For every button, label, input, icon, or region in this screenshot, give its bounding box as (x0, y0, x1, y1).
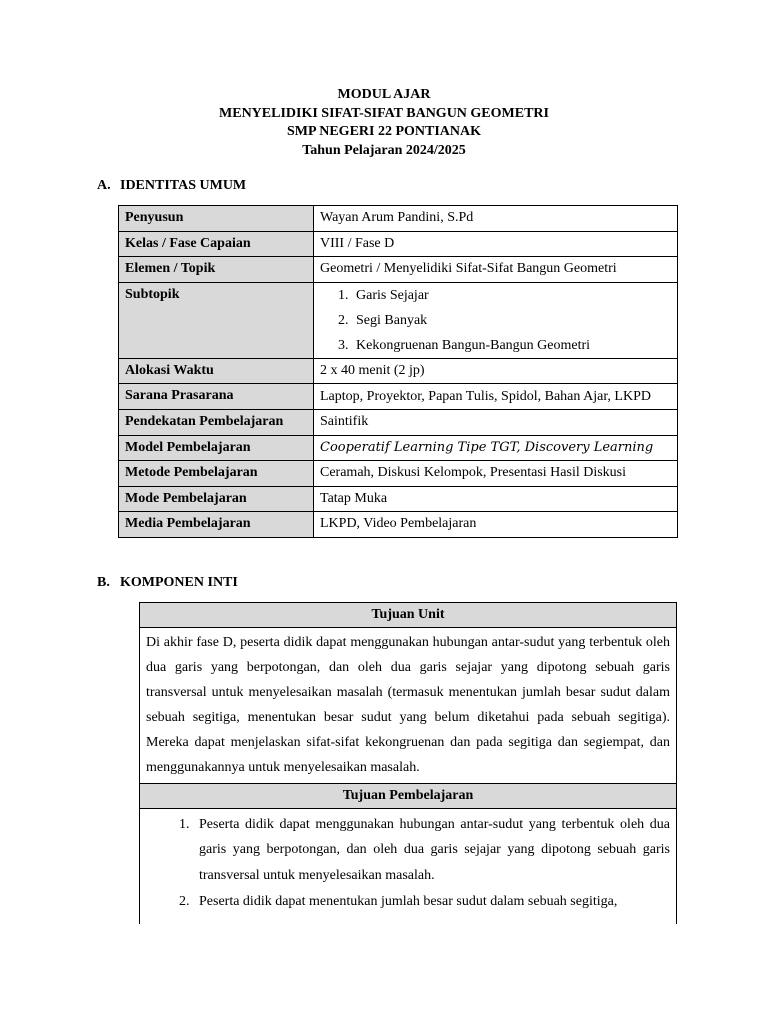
section-b-letter: B. (97, 575, 110, 590)
table-row (119, 282, 678, 358)
list-item: 1. Garis Sejajar (352, 283, 670, 308)
row-label: Alokasi Waktu (119, 358, 314, 384)
module-subject: MENYELIDIKI SIFAT-SIFAT BANGUN GEOMETRI (219, 105, 549, 121)
subtopic-list (320, 283, 670, 358)
row-value: Cooperatif Learning Tipe TGT, Discovery Learning (314, 435, 678, 461)
row-label: Elemen / Topik (119, 257, 314, 283)
list-item: 1. Peserta didik dapat menggunakan hubungan antar-sudut yang terbentuk oleh dua garis yang berpotongan, dan oleh dua garis sejajar yang dipotong sebuah garis transversal untuk menyelesaikan masalah. (193, 812, 670, 889)
unit-goal-text: Di akhir fase D, peserta didik dapat menggunakan hubungan antar-sudut yang terbentuk oleh dua garis yang berpotongan, dan oleh dua garis sejajar yang dipotong sebuah garis transversal untuk menyelesaikan masalah (termasuk menentukan jumlah besar sudut dalam sebuah segitiga, menentukan besar sudut yang belum diketahui pada sebuah segitiga). Mereka dapat menjelaskan sifat-sifat kekongruenan dan pada segitiga dan segiempat, dan menggunakannya untuk menyelesaikan masalah. (140, 628, 676, 784)
row-value: VIII / Fase D (314, 231, 678, 257)
row-value: Ceramah, Diskusi Kelompok, Presentasi Hasil Diskusi (314, 461, 678, 487)
row-label: Pendekatan Pembelajaran (119, 410, 314, 436)
row-label: Mode Pembelajaran (119, 486, 314, 512)
table-row (119, 206, 678, 232)
list-item: 3. Kekongruenan Bangun-Bangun Geometri (352, 333, 670, 358)
table-row (119, 257, 678, 283)
list-item: 2. Segi Banyak (352, 308, 670, 333)
table-row (119, 410, 678, 436)
section-a-title: IDENTITAS UMUM (120, 178, 247, 193)
table-row (119, 461, 678, 487)
row-value: LKPD, Video Pembelajaran (314, 512, 678, 538)
section-b-heading (97, 575, 238, 591)
table-row (119, 358, 678, 384)
table-row (119, 231, 678, 257)
table-row (119, 384, 678, 410)
row-label: Subtopik (119, 282, 314, 358)
section-a-letter: A. (97, 178, 111, 193)
core-components-box (139, 602, 677, 924)
row-value: Laptop, Proyektor, Papan Tulis, Spidol, Bahan Ajar, LKPD (314, 384, 678, 410)
document-header (0, 86, 768, 160)
identity-table (118, 205, 678, 538)
table-row (119, 486, 678, 512)
module-title: MODUL AJAR (337, 87, 431, 102)
row-value: Geometri / Menyelidiki Sifat-Sifat Bangun Geometri (314, 257, 678, 283)
row-label: Model Pembelajaran (119, 435, 314, 461)
row-label: Metode Pembelajaran (119, 461, 314, 487)
section-b-title: KOMPONEN INTI (120, 575, 238, 590)
table-row (119, 435, 678, 461)
section-a-heading (97, 178, 246, 194)
learning-goals-heading: Tujuan Pembelajaran (140, 784, 676, 809)
row-value: Wayan Arum Pandini, S.Pd (314, 206, 678, 232)
row-label: Media Pembelajaran (119, 512, 314, 538)
row-value: 2 x 40 menit (2 jp) (314, 358, 678, 384)
table-row (119, 512, 678, 538)
unit-goal-heading: Tujuan Unit (140, 603, 676, 628)
learning-goals-list (140, 809, 676, 915)
row-label: Kelas / Fase Capaian (119, 231, 314, 257)
row-value: Saintifik (314, 410, 678, 436)
academic-year: Tahun Pelajaran 2024/2025 (302, 142, 466, 158)
row-label: Penyusun (119, 206, 314, 232)
school-name: SMP NEGERI 22 PONTIANAK (286, 124, 482, 139)
row-label: Sarana Prasarana (119, 384, 314, 410)
list-item: 2. Peserta didik dapat menentukan jumlah besar sudut dalam sebuah segitiga, (193, 889, 670, 915)
row-value (314, 282, 678, 358)
row-value: Tatap Muka (314, 486, 678, 512)
